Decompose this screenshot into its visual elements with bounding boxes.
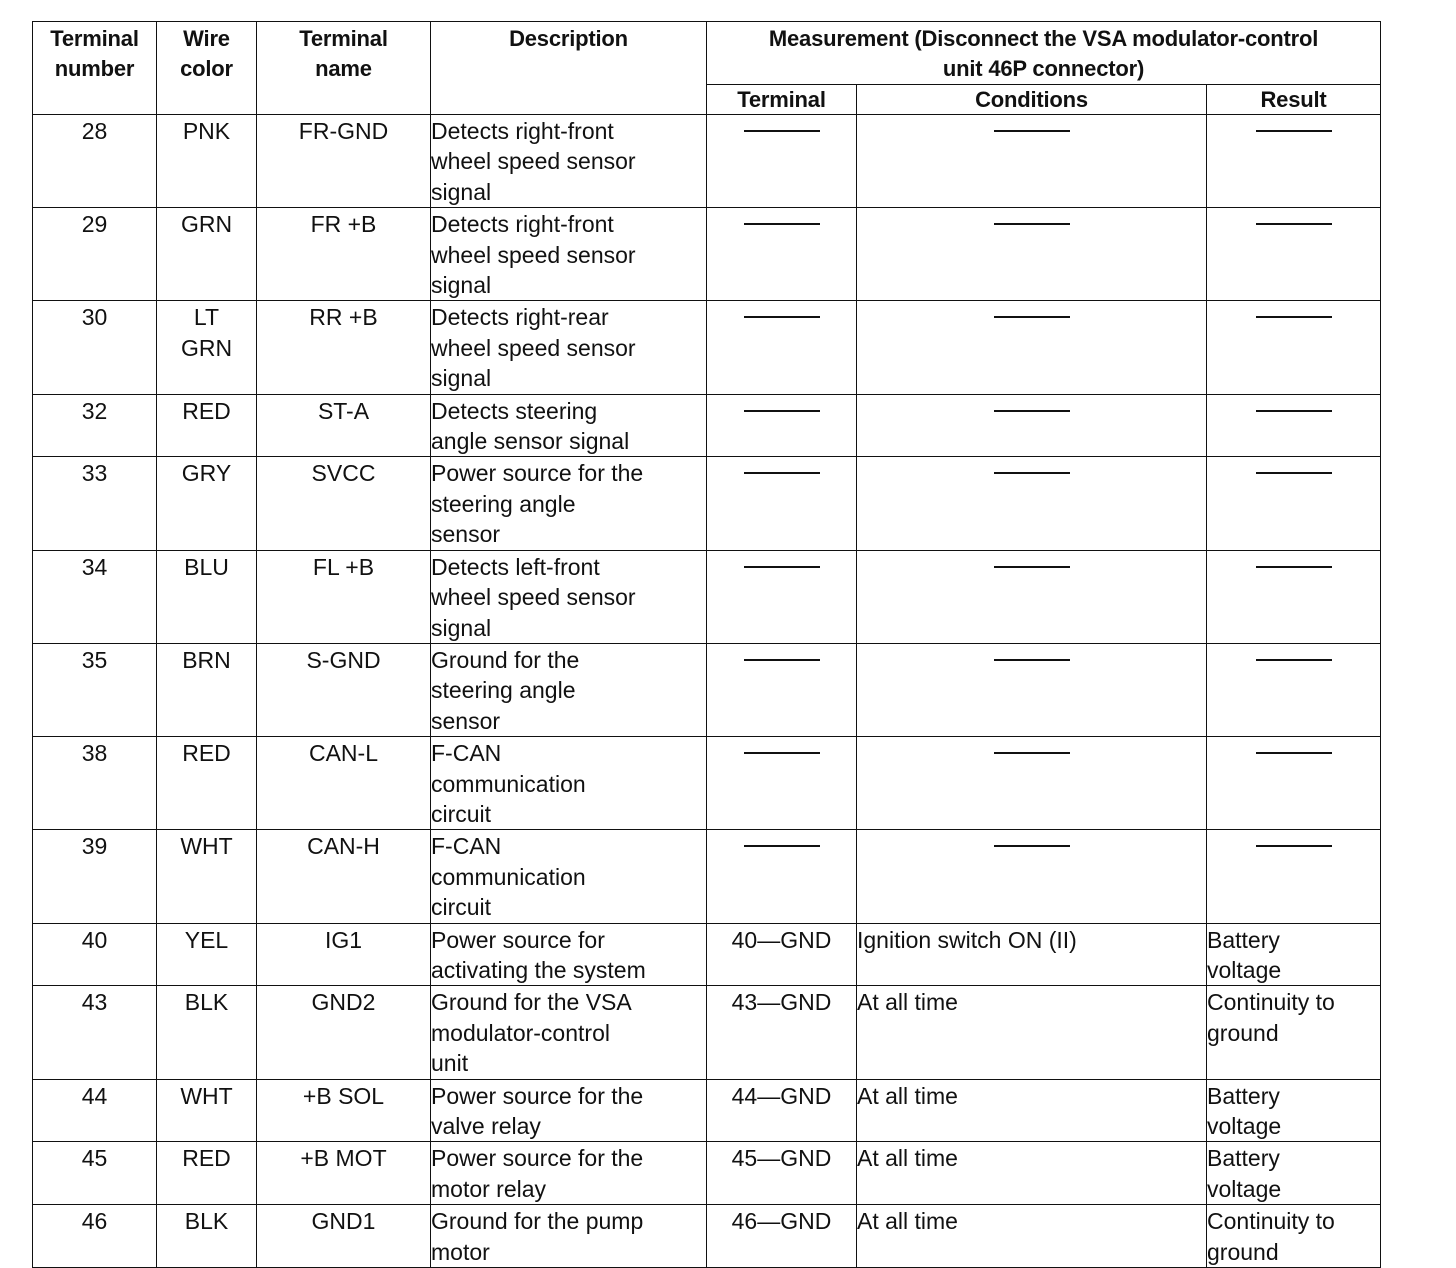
dash-placeholder <box>1256 130 1332 132</box>
cell-measure-terminal <box>707 208 857 301</box>
cell-result <box>1207 830 1381 923</box>
cell-conditions <box>857 115 1207 208</box>
cell-result: Continuity to ground <box>1207 1205 1381 1268</box>
cell-wire-color: WHT <box>157 830 257 923</box>
cell-measure-terminal: 40—GND <box>707 923 857 986</box>
terminal-specification-sheet <box>32 21 1381 1268</box>
cell-wire-color: WHT <box>157 1079 257 1142</box>
cell-result: Continuity to ground <box>1207 986 1381 1079</box>
cell-terminal-name: CAN-L <box>257 737 431 830</box>
cell-terminal-number: 43 <box>33 986 157 1079</box>
cell-conditions: At all time <box>857 986 1207 1079</box>
cell-measure-terminal <box>707 550 857 643</box>
dash-placeholder <box>744 410 820 412</box>
dash-placeholder <box>744 752 820 754</box>
cell-measure-terminal: 43—GND <box>707 986 857 1079</box>
cell-terminal-name: GND1 <box>257 1205 431 1268</box>
dash-placeholder <box>1256 410 1332 412</box>
cell-terminal-name: IG1 <box>257 923 431 986</box>
cell-measure-terminal: 46—GND <box>707 1205 857 1268</box>
cell-terminal-name: +B MOT <box>257 1142 431 1205</box>
table-row <box>33 737 1381 830</box>
cell-measure-terminal: 44—GND <box>707 1079 857 1142</box>
cell-result: Battery voltage <box>1207 1142 1381 1205</box>
dash-placeholder <box>994 316 1070 318</box>
cell-wire-color: GRN <box>157 208 257 301</box>
cell-wire-color: RED <box>157 1142 257 1205</box>
cell-result <box>1207 301 1381 394</box>
table-row <box>33 830 1381 923</box>
cell-conditions <box>857 208 1207 301</box>
cell-terminal-number: 45 <box>33 1142 157 1205</box>
cell-conditions <box>857 394 1207 457</box>
header-measurement-conditions: Conditions <box>857 85 1207 115</box>
header-terminal-name: Terminal name <box>257 22 431 115</box>
table-row <box>33 115 1381 208</box>
header-measurement: Measurement (Disconnect the VSA modulator-control unit 46P connector) <box>707 22 1381 85</box>
header-measurement-terminal: Terminal <box>707 85 857 115</box>
cell-terminal-name: FR +B <box>257 208 431 301</box>
cell-terminal-name: FL +B <box>257 550 431 643</box>
cell-terminal-number: 46 <box>33 1205 157 1268</box>
dash-placeholder <box>744 566 820 568</box>
table-row <box>33 643 1381 736</box>
dash-placeholder <box>994 130 1070 132</box>
cell-terminal-name: ST-A <box>257 394 431 457</box>
cell-description: Detects left-front wheel speed sensor signal <box>431 550 707 643</box>
cell-terminal-number: 38 <box>33 737 157 830</box>
cell-conditions <box>857 457 1207 550</box>
header-measurement-result: Result <box>1207 85 1381 115</box>
cell-description: Detects right-front wheel speed sensor signal <box>431 115 707 208</box>
dash-placeholder <box>744 472 820 474</box>
cell-terminal-number: 29 <box>33 208 157 301</box>
dash-placeholder <box>1256 659 1332 661</box>
dash-placeholder <box>994 410 1070 412</box>
table-header <box>33 22 1381 115</box>
cell-terminal-name: SVCC <box>257 457 431 550</box>
cell-result: Battery voltage <box>1207 1079 1381 1142</box>
dash-placeholder <box>994 472 1070 474</box>
cell-description: Ground for the pump motor <box>431 1205 707 1268</box>
cell-measure-terminal <box>707 830 857 923</box>
dash-placeholder <box>994 659 1070 661</box>
dash-placeholder <box>1256 752 1332 754</box>
cell-description: Power source for the motor relay <box>431 1142 707 1205</box>
table-row <box>33 208 1381 301</box>
cell-description: Ground for the VSA modulator-control unit <box>431 986 707 1079</box>
table-row <box>33 1142 1381 1205</box>
cell-measure-terminal <box>707 115 857 208</box>
cell-conditions <box>857 301 1207 394</box>
cell-terminal-name: RR +B <box>257 301 431 394</box>
dash-placeholder <box>994 845 1070 847</box>
dash-placeholder <box>744 659 820 661</box>
dash-placeholder <box>744 845 820 847</box>
cell-wire-color: BRN <box>157 643 257 736</box>
cell-wire-color: BLK <box>157 1205 257 1268</box>
dash-placeholder <box>1256 316 1332 318</box>
dash-placeholder <box>744 130 820 132</box>
table-row <box>33 923 1381 986</box>
header-wire-color: Wire color <box>157 22 257 115</box>
cell-description: Detects right-front wheel speed sensor signal <box>431 208 707 301</box>
cell-conditions: At all time <box>857 1079 1207 1142</box>
header-terminal-number: Terminal number <box>33 22 157 115</box>
header-description: Description <box>431 22 707 115</box>
cell-result <box>1207 457 1381 550</box>
cell-terminal-number: 39 <box>33 830 157 923</box>
cell-wire-color: YEL <box>157 923 257 986</box>
cell-measure-terminal <box>707 394 857 457</box>
cell-conditions <box>857 830 1207 923</box>
table-row <box>33 457 1381 550</box>
cell-terminal-name: GND2 <box>257 986 431 1079</box>
cell-description: Power source for the valve relay <box>431 1079 707 1142</box>
cell-description: Ground for the steering angle sensor <box>431 643 707 736</box>
table-row <box>33 1205 1381 1268</box>
cell-description: F-CAN communication circuit <box>431 830 707 923</box>
cell-description: Detects steering angle sensor signal <box>431 394 707 457</box>
cell-terminal-name: S-GND <box>257 643 431 736</box>
cell-result <box>1207 394 1381 457</box>
cell-terminal-number: 44 <box>33 1079 157 1142</box>
table-body <box>33 115 1381 1268</box>
cell-description: Power source for the steering angle sensor <box>431 457 707 550</box>
cell-result <box>1207 115 1381 208</box>
cell-terminal-name: CAN-H <box>257 830 431 923</box>
cell-measure-terminal <box>707 301 857 394</box>
cell-result <box>1207 208 1381 301</box>
dash-placeholder <box>1256 845 1332 847</box>
cell-result <box>1207 737 1381 830</box>
dash-placeholder <box>744 316 820 318</box>
dash-placeholder <box>1256 566 1332 568</box>
cell-result <box>1207 550 1381 643</box>
cell-wire-color: GRY <box>157 457 257 550</box>
cell-wire-color: RED <box>157 737 257 830</box>
table-row <box>33 550 1381 643</box>
cell-terminal-number: 32 <box>33 394 157 457</box>
cell-conditions: Ignition switch ON (II) <box>857 923 1207 986</box>
cell-terminal-name: FR-GND <box>257 115 431 208</box>
cell-conditions <box>857 737 1207 830</box>
cell-wire-color: BLK <box>157 986 257 1079</box>
dash-placeholder <box>1256 472 1332 474</box>
cell-conditions <box>857 643 1207 736</box>
cell-terminal-number: 40 <box>33 923 157 986</box>
dash-placeholder <box>744 223 820 225</box>
cell-conditions <box>857 550 1207 643</box>
table-row <box>33 986 1381 1079</box>
cell-measure-terminal <box>707 737 857 830</box>
table-row <box>33 1079 1381 1142</box>
cell-measure-terminal <box>707 457 857 550</box>
cell-wire-color: PNK <box>157 115 257 208</box>
dash-placeholder <box>1256 223 1332 225</box>
dash-placeholder <box>994 752 1070 754</box>
terminal-table <box>32 21 1381 1268</box>
cell-description: F-CAN communication circuit <box>431 737 707 830</box>
cell-terminal-number: 28 <box>33 115 157 208</box>
dash-placeholder <box>994 566 1070 568</box>
cell-wire-color: BLU <box>157 550 257 643</box>
table-row <box>33 301 1381 394</box>
cell-conditions: At all time <box>857 1142 1207 1205</box>
table-row <box>33 394 1381 457</box>
cell-terminal-number: 33 <box>33 457 157 550</box>
cell-terminal-number: 34 <box>33 550 157 643</box>
cell-description: Detects right-rear wheel speed sensor signal <box>431 301 707 394</box>
cell-result: Battery voltage <box>1207 923 1381 986</box>
cell-conditions: At all time <box>857 1205 1207 1268</box>
cell-wire-color: LT GRN <box>157 301 257 394</box>
cell-result <box>1207 643 1381 736</box>
cell-terminal-number: 35 <box>33 643 157 736</box>
cell-terminal-number: 30 <box>33 301 157 394</box>
cell-terminal-name: +B SOL <box>257 1079 431 1142</box>
cell-description: Power source for activating the system <box>431 923 707 986</box>
cell-measure-terminal <box>707 643 857 736</box>
cell-wire-color: RED <box>157 394 257 457</box>
dash-placeholder <box>994 223 1070 225</box>
cell-measure-terminal: 45—GND <box>707 1142 857 1205</box>
